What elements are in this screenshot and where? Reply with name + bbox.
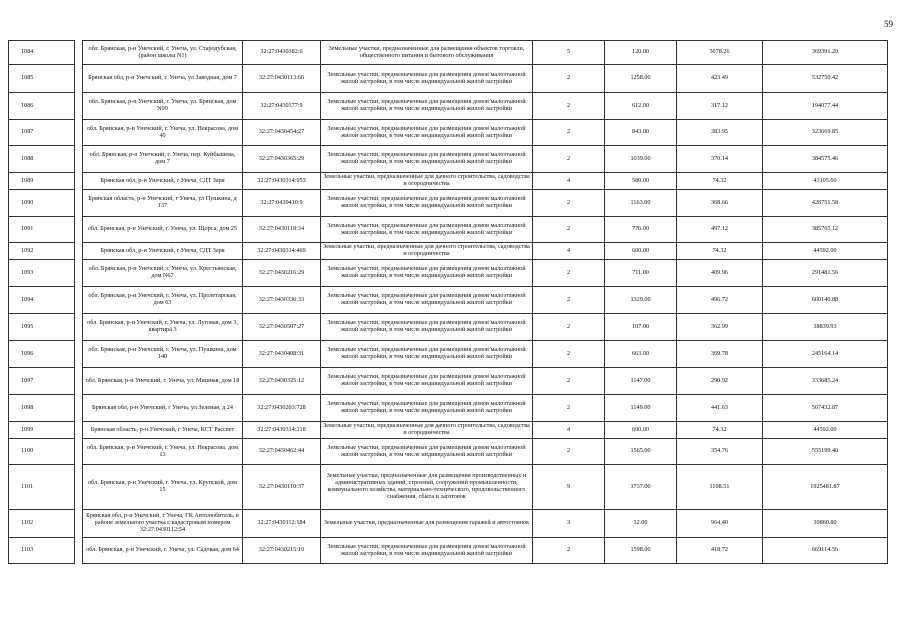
cadastral-number-cell: 32:27:0430110:37	[243, 465, 321, 510]
spacer-cell	[75, 422, 83, 439]
row-number-cell: 1096	[9, 341, 75, 368]
area-cell: 1163.00	[605, 190, 677, 217]
spacer-cell	[75, 146, 83, 173]
row-number-cell: 1095	[9, 314, 75, 341]
cadastral-value-cell: 669114.56	[763, 538, 888, 564]
address-cell: обл. Брянская, р-н Унечский, г. Унеча, ул. Крупской, дом 15	[83, 465, 243, 510]
table-row	[9, 93, 888, 120]
row-number-cell: 1097	[9, 368, 75, 395]
cadastral-number-cell: 32:27:0430377:9	[243, 93, 321, 120]
area-cell: 600.00	[605, 422, 677, 439]
cadastral-number-cell: 32:27:0430408:31	[243, 341, 321, 368]
specific-value-cell: 369.78	[677, 341, 763, 368]
area-cell: 1598.00	[605, 538, 677, 564]
address-cell: Брянская область, р-н Унечский, г Унеча, КСТ Рассвет	[83, 422, 243, 439]
row-number-cell: 1102	[9, 510, 75, 538]
category-cell: 2	[533, 395, 605, 422]
specific-value-cell: 74.32	[677, 243, 763, 260]
table-row	[9, 217, 888, 243]
area-cell: 580.00	[605, 173, 677, 190]
land-use-cell: Земельные участки, предназначенные для дачного строительства, садоводства и огородничества	[321, 173, 533, 190]
cadastral-number-cell: 32:27:0430118:34	[243, 217, 321, 243]
land-use-cell: Земельные участки, предназначенные для размещения домов малоэтажной жилой застройки, в том числе индивидуальной жилой застройки	[321, 93, 533, 120]
area-cell: 1258.00	[605, 65, 677, 93]
land-use-cell: Земельные участки, предназначенные для размещения домов малоэтажной жилой застройки, в том числе индивидуальной жилой застройки	[321, 65, 533, 93]
specific-value-cell: 362.99	[677, 314, 763, 341]
category-cell: 2	[533, 314, 605, 341]
area-cell: 663.00	[605, 341, 677, 368]
address-cell: обл. Брянская, р-н Унечский, г. Унеча, ул. Стародубская, (район школы N1)	[83, 41, 243, 65]
row-number-cell: 1100	[9, 439, 75, 465]
area-cell: 600.00	[605, 243, 677, 260]
spacer-cell	[75, 368, 83, 395]
cadastral-number-cell: 32:27:0430203:728	[243, 395, 321, 422]
address-cell: Брянская обл, р-н Унечский, г Унеча, ГК Автолюбитель, в районе земельного участка с кадастровым номером 32:27:0430112:54	[83, 510, 243, 538]
category-cell: 2	[533, 217, 605, 243]
address-cell: обл. Брянская, р-н Унечский, г. Унеча, ул. Некрасова, дом 40	[83, 120, 243, 146]
spacer-cell	[75, 538, 83, 564]
specific-value-cell: 964.40	[677, 510, 763, 538]
row-number-cell: 1086	[9, 93, 75, 120]
specific-value-cell: 368.66	[677, 190, 763, 217]
row-number-cell: 1103	[9, 538, 75, 564]
cadastral-number-cell: 32:27:0430216:29	[243, 260, 321, 287]
cadastral-number-cell: 32:27:0430314:469	[243, 243, 321, 260]
cadastral-value-cell: 555199.40	[763, 439, 888, 465]
area-cell: 711.00	[605, 260, 677, 287]
table-row	[9, 439, 888, 465]
area-cell: 776.00	[605, 217, 677, 243]
cadastral-value-cell: 43105.60	[763, 173, 888, 190]
address-cell: Брянская обл, р-н Унечский, г. Унеча, ул Заводная, дом 7	[83, 65, 243, 93]
page-number: 59	[884, 19, 893, 29]
category-cell: 2	[533, 120, 605, 146]
spacer-cell	[75, 465, 83, 510]
area-cell: 1149.00	[605, 395, 677, 422]
cadastral-value-cell: 44592.00	[763, 243, 888, 260]
row-number-cell: 1085	[9, 65, 75, 93]
address-cell: обл. Брянская, р-н Унечский, г. Унеча, ул. Крестьянская, дом N67	[83, 260, 243, 287]
row-number-cell: 1084	[9, 41, 75, 65]
table-row	[9, 314, 888, 341]
spacer-cell	[75, 93, 83, 120]
specific-value-cell: 3078.26	[677, 41, 763, 65]
table-row	[9, 341, 888, 368]
cadastral-value-cell: 532750.42	[763, 65, 888, 93]
cadastral-value-cell: 44592.00	[763, 422, 888, 439]
category-cell: 2	[533, 65, 605, 93]
specific-value-cell: 74.32	[677, 422, 763, 439]
area-cell: 1329.00	[605, 287, 677, 314]
specific-value-cell: 418.72	[677, 538, 763, 564]
cadastral-value-cell: 660140.88	[763, 287, 888, 314]
cadastral-number-cell: 32:27:0430382:6	[243, 41, 321, 65]
category-cell: 2	[533, 287, 605, 314]
table-row	[9, 260, 888, 287]
land-use-cell: Земельные участки, предназначенные для размещения домов малоэтажной жилой застройки, в том числе индивидуальной жилой застройки	[321, 341, 533, 368]
address-cell: обл. Брянская, р-н Унечский, г. Унеча, ул. Пролетарская, дом 63	[83, 287, 243, 314]
land-use-cell: Земельные участки, предназначенные для дачного строительства, садоводства и огородничества	[321, 243, 533, 260]
cadastral-number-cell: 32:27:0430325:12	[243, 368, 321, 395]
address-cell: Брянская обл, р-н Унечский, г Унеча, СДТ Заря	[83, 173, 243, 190]
land-use-cell: Земельные участки, предназначенные для размещения домов малоэтажной жилой застройки, в том числе индивидуальной жилой застройки	[321, 217, 533, 243]
table-row	[9, 65, 888, 93]
land-use-cell: Земельные участки, предназначенные для размещения домов малоэтажной жилой застройки, в том числе индивидуальной жилой застройки	[321, 439, 533, 465]
table-row	[9, 538, 888, 564]
spacer-cell	[75, 287, 83, 314]
cadastral-value-cell: 245164.14	[763, 341, 888, 368]
category-cell: 3	[533, 510, 605, 538]
area-cell: 612.00	[605, 93, 677, 120]
cadastral-number-cell: 32:27:0430462:44	[243, 439, 321, 465]
table-row	[9, 368, 888, 395]
land-use-cell: Земельные участки, предназначенные для размещения домов малоэтажной жилой застройки, в том числе индивидуальной жилой застройки	[321, 395, 533, 422]
area-cell: 120.00	[605, 41, 677, 65]
category-cell: 2	[533, 93, 605, 120]
specific-value-cell: 441.63	[677, 395, 763, 422]
cadastral-value-cell: 30860.80	[763, 510, 888, 538]
land-use-cell: Земельные участки, предназначенные для размещения домов малоэтажной жилой застройки, в том числе индивидуальной жилой застройки	[321, 120, 533, 146]
area-cell: 1039.00	[605, 146, 677, 173]
cadastral-value-cell: 369391.20	[763, 41, 888, 65]
cadastral-number-cell: 32:27:0430365:29	[243, 146, 321, 173]
specific-value-cell: 383.95	[677, 120, 763, 146]
cadastral-number-cell: 32:27:0430454:27	[243, 120, 321, 146]
spacer-cell	[75, 439, 83, 465]
table-row	[9, 287, 888, 314]
row-number-cell: 1091	[9, 217, 75, 243]
table-row	[9, 120, 888, 146]
cadastral-value-cell: 384575.46	[763, 146, 888, 173]
cadastral-value-cell: 1925481.87	[763, 465, 888, 510]
spacer-cell	[75, 314, 83, 341]
land-use-cell: Земельные участки, предназначенные для размещения домов малоэтажной жилой застройки, в том числе индивидуальной жилой застройки	[321, 287, 533, 314]
row-number-cell: 1101	[9, 465, 75, 510]
table-row	[9, 190, 888, 217]
table-row	[9, 41, 888, 65]
category-cell: 2	[533, 439, 605, 465]
land-use-cell: Земельные участки, предназначенные для размещения домов малоэтажной жилой застройки, в том числе индивидуальной жилой застройки	[321, 538, 533, 564]
spacer-cell	[75, 65, 83, 93]
spacer-cell	[75, 217, 83, 243]
land-use-cell: Земельные участки, предназначенные для размещения домов малоэтажной жилой застройки, в том числе индивидуальной жилой застройки	[321, 146, 533, 173]
specific-value-cell: 290.92	[677, 368, 763, 395]
land-use-cell: Земельные участки, предназначенные для размещения производственных и административных зданий, строений, сооружений промышленности, коммунального хозяйства, материально-технического, продовольственного снабжения, сбыта и заготовок	[321, 465, 533, 510]
row-number-cell: 1089	[9, 173, 75, 190]
category-cell: 9	[533, 465, 605, 510]
area-cell: 107.00	[605, 314, 677, 341]
table-row	[9, 465, 888, 510]
address-cell: обл. Брянская, р-н Унечский, г. Унеча, ул. Луговая, дом 3, квартира 3	[83, 314, 243, 341]
specific-value-cell: 497.12	[677, 217, 763, 243]
address-cell: Брянская обл, р-н Унечский, г Унеча, ул Зеленая, д 24	[83, 395, 243, 422]
land-use-cell: Земельные участки, предназначенные для размещения домов малоэтажной жилой застройки, в том числе индивидуальной жилой застройки	[321, 368, 533, 395]
land-use-cell: Земельные участки, предназначенные для размещения домов малоэтажной жилой застройки, в том числе индивидуальной жилой застройки	[321, 260, 533, 287]
row-number-cell: 1099	[9, 422, 75, 439]
cadastral-value-cell: 291481.56	[763, 260, 888, 287]
category-cell: 4	[533, 243, 605, 260]
cadastral-number-cell: 32:27:0430410:9	[243, 190, 321, 217]
category-cell: 2	[533, 190, 605, 217]
land-use-cell: Земельные участки, предназначенные для размещения гаражей и автостоянок	[321, 510, 533, 538]
cadastral-value-cell: 385765.12	[763, 217, 888, 243]
cadastral-value-cell: 38839.93	[763, 314, 888, 341]
category-cell: 2	[533, 260, 605, 287]
address-cell: обл. Брянская, р-н Унечский, г. Унеча, ул. Некрасова, дом 13	[83, 439, 243, 465]
address-cell: Брянская обл, р-н Унечский, г Унеча, СДТ Заря	[83, 243, 243, 260]
address-cell: Брянская область, р-н Унечский, г Унеча, ул Пушкина, д 137	[83, 190, 243, 217]
row-number-cell: 1090	[9, 190, 75, 217]
specific-value-cell: 1108.51	[677, 465, 763, 510]
spacer-cell	[75, 173, 83, 190]
category-cell: 5	[533, 41, 605, 65]
land-use-cell: Земельные участки, предназначенные для размещения домов малоэтажной жилой застройки, в том числе индивидуальной жилой застройки	[321, 190, 533, 217]
category-cell: 2	[533, 538, 605, 564]
spacer-cell	[75, 510, 83, 538]
specific-value-cell: 423.49	[677, 65, 763, 93]
land-use-cell: Земельные участки, предназначенные для размещения домов малоэтажной жилой застройки, в том числе индивидуальной жилой застройки	[321, 314, 533, 341]
land-use-cell: Земельные участки, предназначенные для размещения объектов торговли, общественного питания и бытового обслуживания	[321, 41, 533, 65]
cadastral-value-cell: 194077.44	[763, 93, 888, 120]
category-cell: 4	[533, 173, 605, 190]
address-cell: обл. Брянская, р-н Унечский, г. Унеча, ул. Пушкина, дом 140	[83, 341, 243, 368]
spacer-cell	[75, 341, 83, 368]
address-cell: обл. Брянская, р-н Унечский, г. Унеча, ул. Садовая, дом 64	[83, 538, 243, 564]
category-cell: 2	[533, 341, 605, 368]
row-number-cell: 1088	[9, 146, 75, 173]
table-row	[9, 146, 888, 173]
table-row	[9, 510, 888, 538]
category-cell: 2	[533, 368, 605, 395]
table-row	[9, 395, 888, 422]
area-cell: 1565.00	[605, 439, 677, 465]
spacer-cell	[75, 120, 83, 146]
spacer-cell	[75, 41, 83, 65]
cadastral-number-cell: 32:27:0430112:184	[243, 510, 321, 538]
row-number-cell: 1087	[9, 120, 75, 146]
table-row	[9, 243, 888, 260]
cadastral-number-cell: 32:27:0430336:33	[243, 287, 321, 314]
row-number-cell: 1094	[9, 287, 75, 314]
cadastral-value-cell: 428751.58	[763, 190, 888, 217]
cadastral-value-cell: 333685.24	[763, 368, 888, 395]
specific-value-cell: 370.14	[677, 146, 763, 173]
spacer-cell	[75, 190, 83, 217]
address-cell: обл. Брянская, р-н Унечский, г. Унеча, ул. Щорса, дом 25	[83, 217, 243, 243]
spacer-cell	[75, 395, 83, 422]
cadastral-number-cell: 32:27:0430113:66	[243, 65, 321, 93]
cadastral-number-cell: 32:27:0430314:953	[243, 173, 321, 190]
area-cell: 843.00	[605, 120, 677, 146]
category-cell: 2	[533, 146, 605, 173]
spacer-cell	[75, 260, 83, 287]
address-cell: обл. Брянская, р-н Унечский, г. Унеча, пер. Куйбышева, дом 7	[83, 146, 243, 173]
specific-value-cell: 496.72	[677, 287, 763, 314]
cadastral-number-cell: 32:27:0430215:10	[243, 538, 321, 564]
cadastral-value-cell: 507432.87	[763, 395, 888, 422]
address-cell: обл. Брянская, р-н Унечский, г. Унеча, ул. Мишная, дом 18	[83, 368, 243, 395]
row-number-cell: 1098	[9, 395, 75, 422]
land-registry-table	[8, 40, 888, 564]
specific-value-cell: 354.76	[677, 439, 763, 465]
category-cell: 4	[533, 422, 605, 439]
address-cell: обл. Брянская, р-н Унечский, г. Унеча, ул. Брянская, дом N99	[83, 93, 243, 120]
land-use-cell: Земельные участки, предназначенные для дачного строительства, садоводства и огородничества	[321, 422, 533, 439]
specific-value-cell: 74.32	[677, 173, 763, 190]
row-number-cell: 1092	[9, 243, 75, 260]
area-cell: 1147.00	[605, 368, 677, 395]
cadastral-number-cell: 32:27:0430507:27	[243, 314, 321, 341]
area-cell: 32.00	[605, 510, 677, 538]
spacer-cell	[75, 243, 83, 260]
specific-value-cell: 317.12	[677, 93, 763, 120]
area-cell: 1737.00	[605, 465, 677, 510]
cadastral-number-cell: 32:27:0430314:218	[243, 422, 321, 439]
table-row	[9, 422, 888, 439]
cadastral-value-cell: 323669.85	[763, 120, 888, 146]
row-number-cell: 1093	[9, 260, 75, 287]
table-row	[9, 173, 888, 190]
specific-value-cell: 409.96	[677, 260, 763, 287]
